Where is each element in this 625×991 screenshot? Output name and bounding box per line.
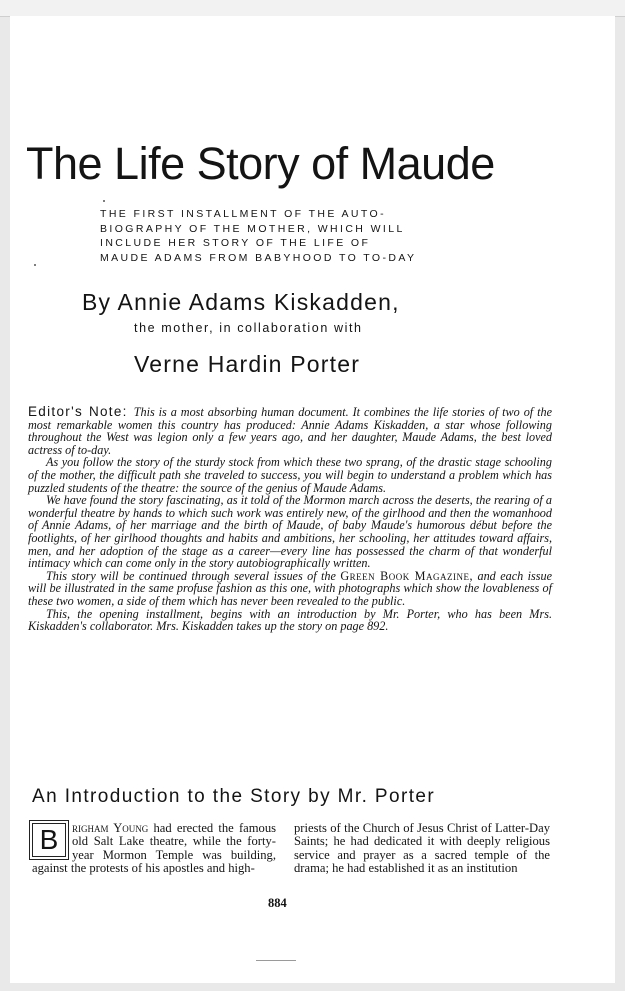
- editors-note-paragraph: This, the opening installment, begins with an introduction by Mr. Porter, who has been Mrs. Kiskadden's collaborator. Mrs. Kiskadden takes up the story on page 892.: [28, 606, 552, 634]
- editors-note-text: This story will be continued through several issues of the: [46, 568, 336, 583]
- subtitle-line: THE FIRST INSTALLMENT OF THE AUTO-: [100, 208, 386, 220]
- introduction-heading: An Introduction to the Story by Mr. Porter: [32, 786, 436, 807]
- document-page: [10, 16, 615, 983]
- left-column-text: had erected the famous old Salt Lake theatre, while the forty-year Mormon Temple was building, against the protests of his apostles and high-: [32, 821, 277, 876]
- introduction-right-column: [294, 822, 550, 876]
- coauthor-name: Verne Hardin Porter: [134, 351, 361, 377]
- introduction-paragraph: [32, 822, 276, 876]
- author-byline: By Annie Adams Kiskadden,: [82, 289, 400, 315]
- subtitle-line: MAUDE ADAMS FROM BABYHOOD TO TO-DAY: [100, 251, 417, 264]
- right-column-text: priests of the Church of Jesus Christ of Latter-Day Saints; he had dedicated it with deeply religious service and prayer as a sacred temple of the drama; he had established it as an institution: [294, 821, 550, 876]
- subtitle-line: INCLUDE HER STORY OF THE LIFE OF: [100, 237, 371, 249]
- editors-note-text: and each issue will be illustrated in the same profuse fashion as this one, with photographs which show the lovableness of these two women, a side of them which has never been revealed to the public.: [28, 568, 553, 608]
- editors-note-paragraph: As you follow the story of the sturdy stock from which these two sprang, of the drastic stage schooling of the mother, the difficult path she traveled to success, you will begin to understand a problem which has puzzled students of the theatre: the source of the genius of Maude Adams.: [28, 455, 552, 495]
- editors-note-text: This is a most absorbing human document. It combines the life stories of two of the most remarkable women this country has produced: Annie Adams Kiskadden, a star whose following throughout the West was legion only a few years ago, and her daughter, Maude Adams, the best loved actress of to-day.: [28, 405, 553, 457]
- viewer-top-bar: [0, 0, 625, 17]
- lead-small-caps: righam Young: [72, 821, 149, 835]
- introduction-left-column: [32, 822, 276, 876]
- article-title: The Life Story of Maude: [26, 138, 495, 189]
- drop-cap: B: [32, 823, 66, 857]
- collaboration-line: the mother, in collaboration with: [134, 321, 363, 335]
- subtitle-line: BIOGRAPHY OF THE MOTHER, WHICH WILL: [100, 222, 405, 235]
- magazine-name: Green Book Magazine,: [340, 568, 474, 583]
- article-sheet: [10, 16, 615, 983]
- editors-note-paragraph: [28, 570, 552, 608]
- scan-speck: [103, 200, 105, 202]
- editors-note-paragraph: We have found the story fascinating, as it told of the Mormon march across the deserts, the rearing of a wonderful theatre by hands to which such work was entirely new, of the girlhood and then the womanhood of Annie Adams, of her marriage and the birth of Maude, of baby Maude's humorous début before the footlights, of her girlhood thoughts and habits and ambitions, her schooling, her attitudes toward affairs, men, and her adoption of the stage as a career—every line has possessed the charm of that wonderful intimacy which can come only in the story autobiographically written.: [28, 493, 552, 571]
- article-subtitle: [100, 207, 480, 265]
- editors-note-label: Editor's Note:: [28, 404, 128, 419]
- editors-note-paragraph: [28, 406, 552, 456]
- editors-note: [28, 406, 552, 633]
- scan-speck: [34, 264, 36, 266]
- page-number: 884: [268, 896, 287, 910]
- footer-rule: [256, 960, 296, 961]
